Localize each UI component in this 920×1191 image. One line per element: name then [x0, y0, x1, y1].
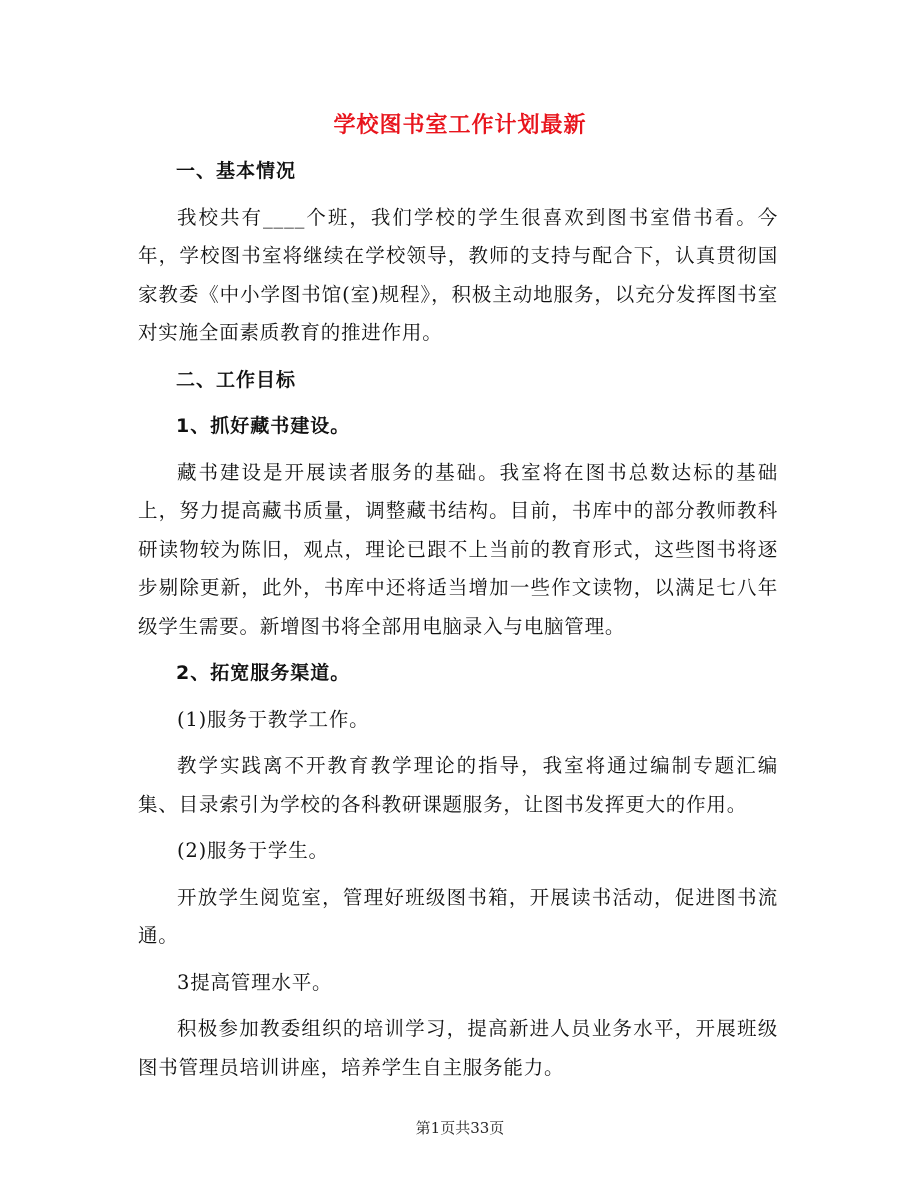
document-body [138, 152, 778, 1095]
item-serve-teaching: (1)服务于教学工作。 [177, 707, 370, 731]
item-management-level: 3提高管理水平。 [177, 970, 333, 994]
subheading-service-channels: 2、拓宽服务渠道。 [176, 662, 351, 684]
page-number-footer: 第1页共33页 [415, 1119, 505, 1137]
item-serve-students: (2)服务于学生。 [177, 839, 329, 862]
section-heading-basic-situation: 一、基本情况 [176, 160, 297, 182]
paragraph-basic-situation: 我校共有____个班，我们学校的学生很喜欢到图书室借书看。今年，学校图书室将继续在学校领导，教师的支持与配合下，认真贯彻国家教委《中小学图书馆(室)规程》，积极主动地服务，以充分发挥图书室对实施全面素质教育的推进作用。 [138, 205, 778, 344]
paragraph-collection-building: 藏书建设是开展读者服务的基础。我室将在图书总数达标的基础上，努力提高藏书质量，调整藏书结构。目前，书库中的部分教师教科研读物较为陈旧，观点，理论已跟不上当前的教育形式，这些图书将逐步剔除更新，此外，书库中还将适当增加一些作文读物，以满足七八年级学生需要。新增图书将全部用电脑录入与电脑管理。 [138, 460, 778, 638]
paragraph-serve-students: 开放学生阅览室，管理好班级图书箱，开展读书活动，促进图书流通。 [138, 885, 778, 947]
subheading-collection-building: 1、抓好藏书建设。 [176, 415, 351, 437]
section-heading-work-goals: 二、工作目标 [176, 368, 297, 391]
document-title: 学校图书室工作计划最新 [333, 113, 587, 138]
paragraph-serve-teaching: 教学实践离不开教育教学理论的指导，我室将通过编制专题汇编集、目录索引为学校的各科教研课题服务，让图书发挥更大的作用。 [138, 754, 778, 816]
paragraph-management-level: 积极参加教委组织的培训学习，提高新进人员业务水平，开展班级图书管理员培训讲座，培养学生自主服务能力。 [138, 1017, 778, 1079]
